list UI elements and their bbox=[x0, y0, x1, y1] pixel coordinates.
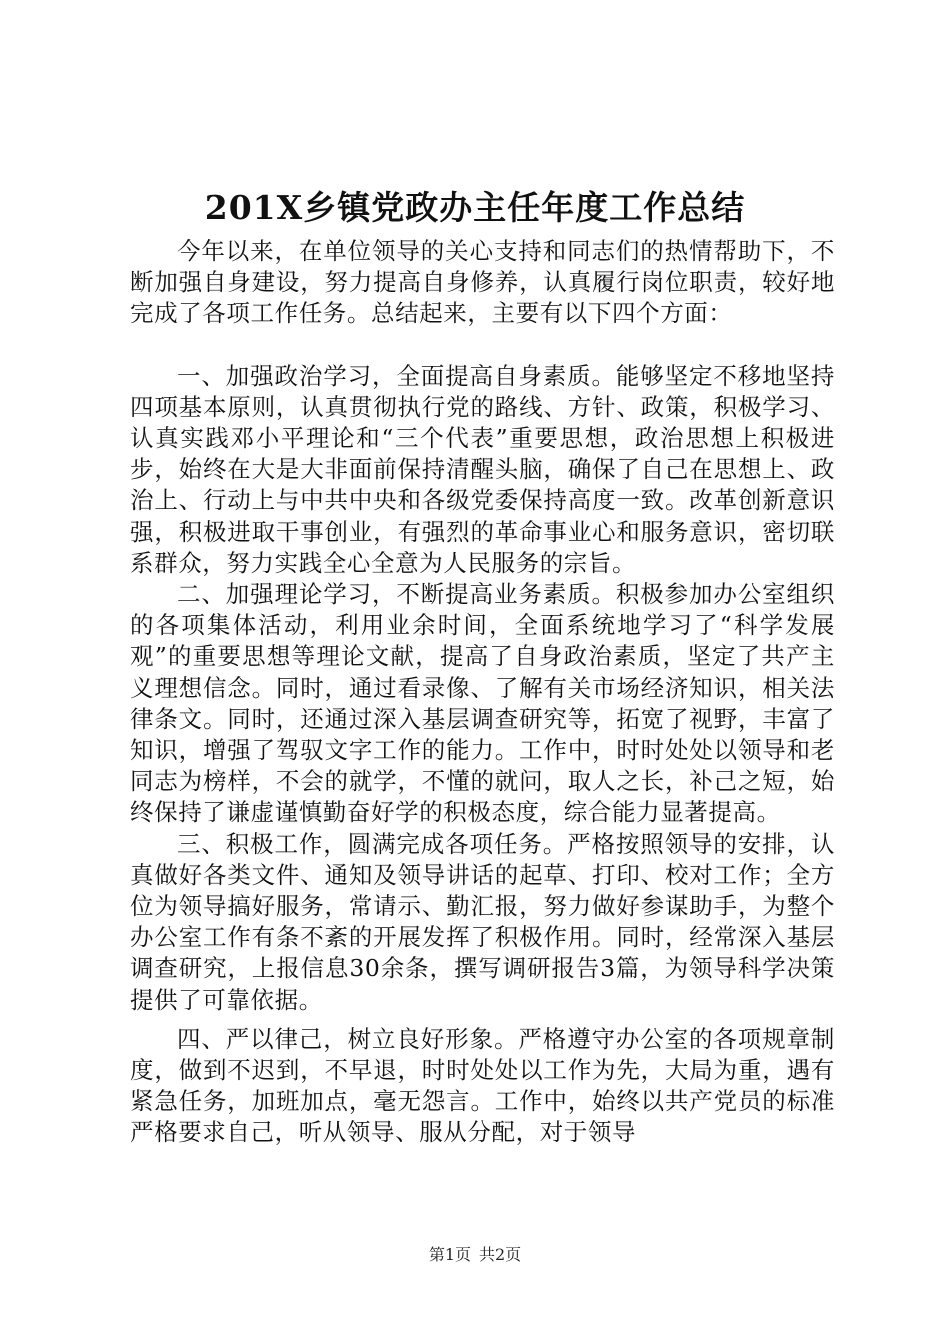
document-title: 201X乡镇党政办主任年度工作总结 bbox=[204, 188, 746, 227]
page-number: 第1页 bbox=[428, 1245, 471, 1264]
section-1-paragraph: 一、加强政治学习，全面提高自身素质。能够坚定不移地坚持四项基本原则，认真贯彻执行党的路线、方针、政策，积极学习、认真实践邓小平理论和“三个代表”重要思想，政治思想上积极进步，始终在大是大非面前保持清醒头脑，确保了自己在思想上、政治上、行动上与中共中央和各级党委保持高度一致。改革创新意识强，积极进取干事创业，有强烈的革命事业心和服务意识，密切联系群众，努力实践全心全意为人民服务的宗旨。 bbox=[130, 361, 835, 577]
section-4-paragraph: 四、严以律己，树立良好形象。严格遵守办公室的各项规章制度，做到不迟到，不早退，时时处处以工作为先，大局为重，遇有紧急任务，加班加点，毫无怨言。工作中，始终以共产党员的标准严格要求自己，听从领导、服从分配，对于领导 bbox=[130, 1024, 835, 1147]
section-2-paragraph: 二、加强理论学习，不断提高业务素质。积极参加办公室组织的各项集体活动，利用业余时间，全面系统地学习了“科学发展观”的重要思想等理论文献，提高了自身政治素质，坚定了共产主义理想信念。同时，通过看录像、了解有关市场经济知识，相关法律条文。同时，还通过深入基层调查研究等，拓宽了视野，丰富了知识，增强了驾驭文字工作的能力。工作中，时时处处以领导和老同志为榜样，不会的就学，不懂的就问，取人之长，补己之短，始终保持了谦虚谨慎勤奋好学的积极态度，综合能力显著提高。 bbox=[130, 580, 835, 827]
intro-paragraph: 今年以来，在单位领导的关心支持和同志们的热情帮助下，不断加强自身建设，努力提高自身修养，认真履行岗位职责，较好地完成了各项工作任务。总结起来，主要有以下四个方面： bbox=[130, 237, 835, 328]
document-body bbox=[130, 236, 835, 1149]
page-footer bbox=[0, 1245, 950, 1265]
page-total: 共2页 bbox=[479, 1245, 522, 1264]
section-3-paragraph: 三、积极工作，圆满完成各项任务。严格按照领导的安排，认真做好各类文件、通知及领导讲话的起草、打印、校对工作；全方位为领导搞好服务，常请示、勤汇报，努力做好参谋助手，为整个办公室工作有条不紊的开展发挥了积极作用。同时，经常深入基层调查研究，上报信息30余条，撰写调研报告3篇，为领导科学决策提供了可靠依据。 bbox=[130, 829, 835, 1014]
